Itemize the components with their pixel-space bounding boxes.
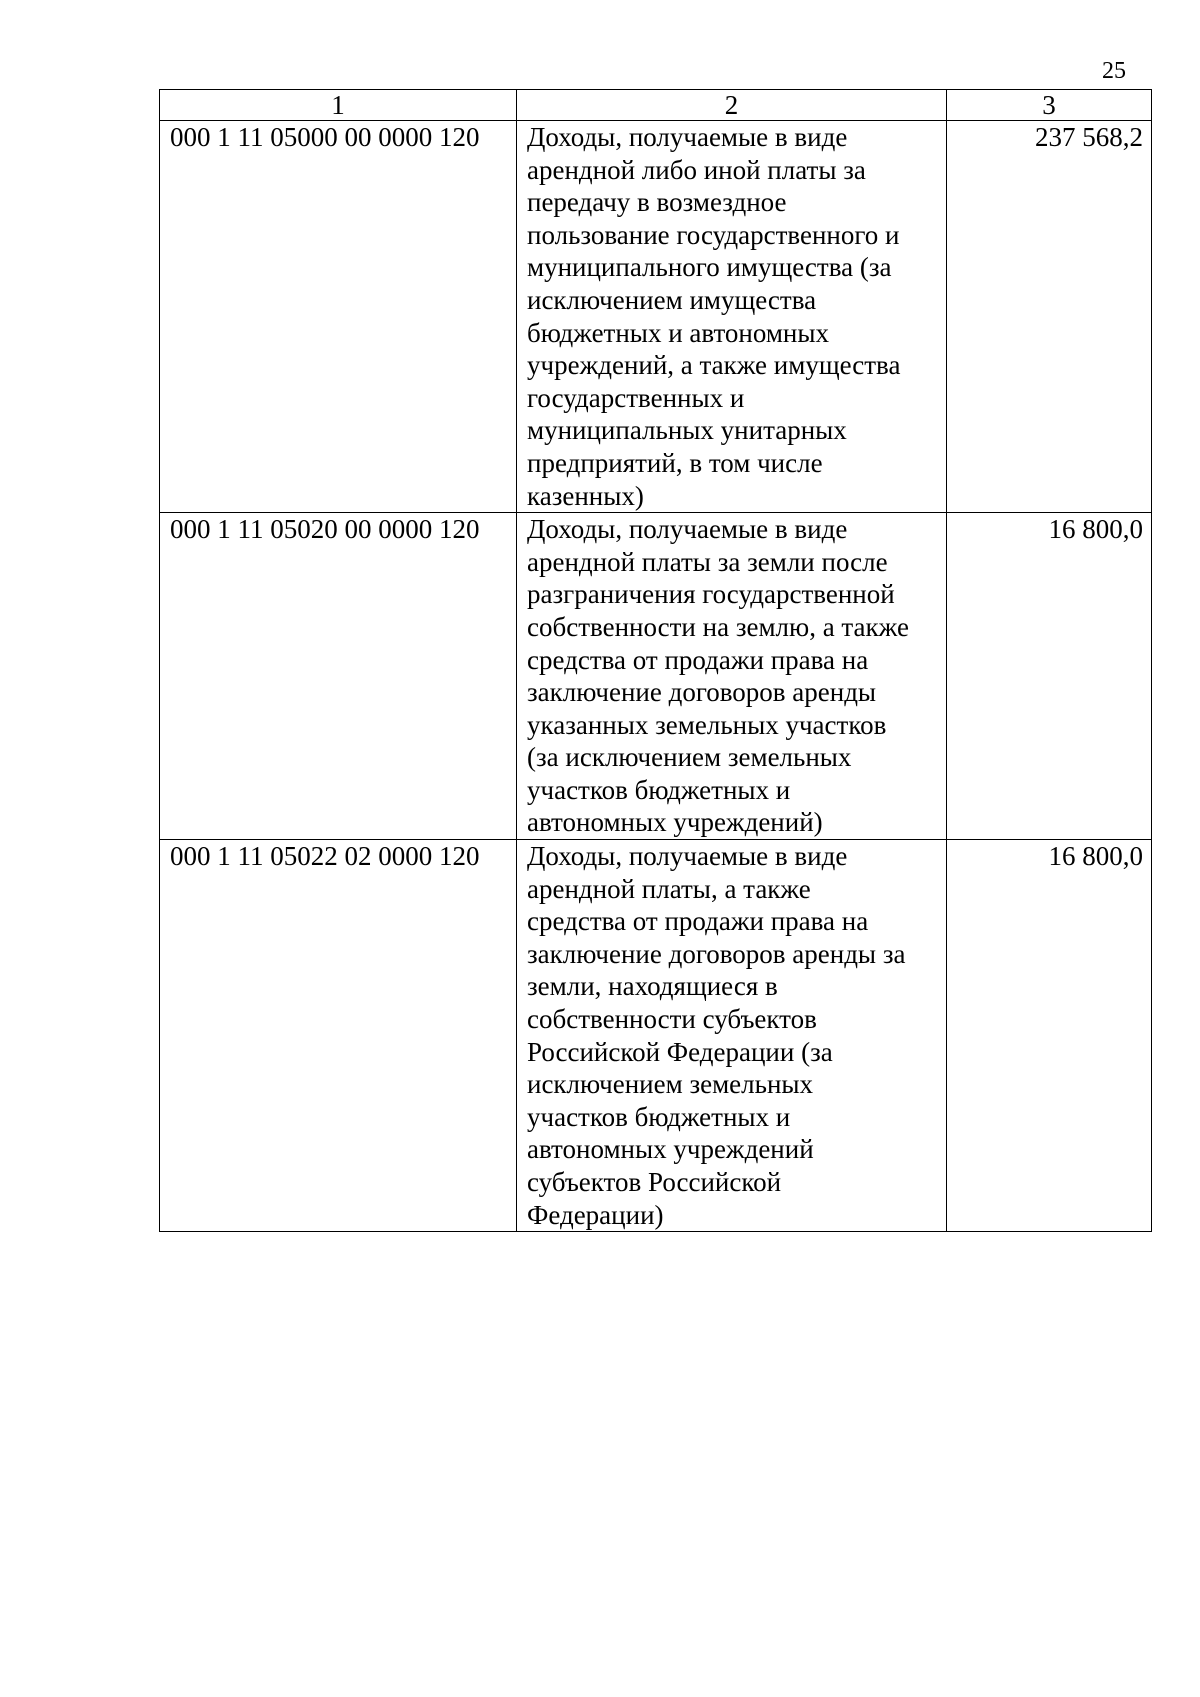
budget-code-cell: 000 1 11 05020 00 0000 120 xyxy=(160,513,517,840)
budget-code-cell: 000 1 11 05000 00 0000 120 xyxy=(160,121,517,513)
page-number: 25 xyxy=(1102,58,1126,84)
amount-cell: 16 800,0 xyxy=(947,513,1152,840)
column-header-code: 1 xyxy=(160,90,517,121)
budget-code-cell: 000 1 11 05022 02 0000 120 xyxy=(160,840,517,1232)
column-header-amount: 3 xyxy=(947,90,1152,121)
table-row xyxy=(160,513,1152,840)
description-cell: Доходы, получаемые в виде арендной платы, а также средства от продажи права на заключение договоров аренды за земли, находящиеся в собственности субъектов Российской Федерации (за исключением земельных участков бюджетных и автономных учреждений субъектов Российской Федерации) xyxy=(517,840,947,1232)
description-cell: Доходы, получаемые в виде арендной платы за земли после разграничения государственной собственности на землю, а также средства от продажи права на заключение договоров аренды указанных земельных участков (за исключением земельных участков бюджетных и автономных учреждений) xyxy=(517,513,947,840)
description-cell: Доходы, получаемые в виде арендной либо иной платы за передачу в возмездное пользование государственного и муниципального имущества (за исключением имущества бюджетных и автономных учреждений, а также имущества государственных и муниципальных унитарных предприятий, в том числе казенных) xyxy=(517,121,947,513)
revenue-table xyxy=(159,89,1152,1232)
table-header-row xyxy=(160,90,1152,121)
table-row xyxy=(160,121,1152,513)
column-header-description: 2 xyxy=(517,90,947,121)
amount-cell: 237 568,2 xyxy=(947,121,1152,513)
amount-cell: 16 800,0 xyxy=(947,840,1152,1232)
table-row xyxy=(160,840,1152,1232)
